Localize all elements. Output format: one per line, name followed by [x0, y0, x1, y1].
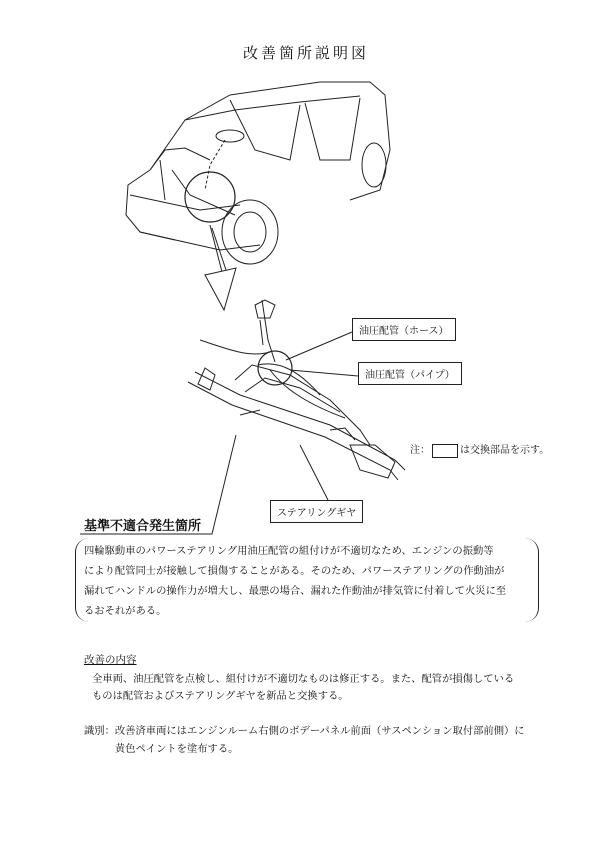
- defect-heading: 基準不適合発生箇所: [84, 519, 202, 534]
- defect-line: 四輪駆動車のパワーステアリング用油圧配管の組付けが不適切なため、エンジンの振動等: [84, 545, 494, 557]
- remedy-heading: 改善の内容: [84, 654, 137, 666]
- car-illustration: [126, 82, 390, 264]
- identification-line: 識別：改善済車両にはエンジンルーム右側のボデーパネル前面（サスペンション取付部前側）に: [84, 725, 525, 737]
- note-prefix: 注：: [410, 445, 430, 456]
- detail-circle-car: [185, 172, 235, 222]
- leader-hose: [286, 332, 352, 360]
- defect-line: るおそれがある。: [84, 605, 167, 617]
- down-arrow-icon: [205, 268, 236, 310]
- replacement-swatch: [432, 444, 458, 458]
- note-suffix: は交換部品を示す。: [460, 445, 550, 456]
- leader-pipe: [290, 370, 358, 376]
- remedy-line: 全車両、油圧配管を点検し、組付けが不適切なものは修正する。また、配管が損傷している: [92, 673, 515, 685]
- leader-gear: [300, 445, 328, 500]
- defect-line: により配管同士が接触して損傷することがある。そのため、パワーステアリングの作動油が: [84, 565, 505, 577]
- defect-description: [84, 541, 532, 621]
- remedy-description: [92, 671, 532, 705]
- callout-hose: 油圧配管（ホース）: [352, 318, 456, 341]
- callout-pipe: 油圧配管（パイプ）: [358, 362, 462, 385]
- legend-note: [410, 441, 549, 458]
- defect-line: 漏れてハンドルの操作力が増大し、最悪の場合、漏れた作動油が排気管に付着して火災に至: [84, 585, 507, 597]
- callout-gear: ステアリングギヤ: [270, 500, 363, 523]
- identification-line: 黄色ペイントを塗布する。: [84, 743, 239, 755]
- identification-text: [84, 722, 544, 758]
- page-title: 改善箇所説明図: [242, 44, 369, 62]
- remedy-line: ものは配管およびステアリングギヤを新品と交換する。: [92, 690, 349, 702]
